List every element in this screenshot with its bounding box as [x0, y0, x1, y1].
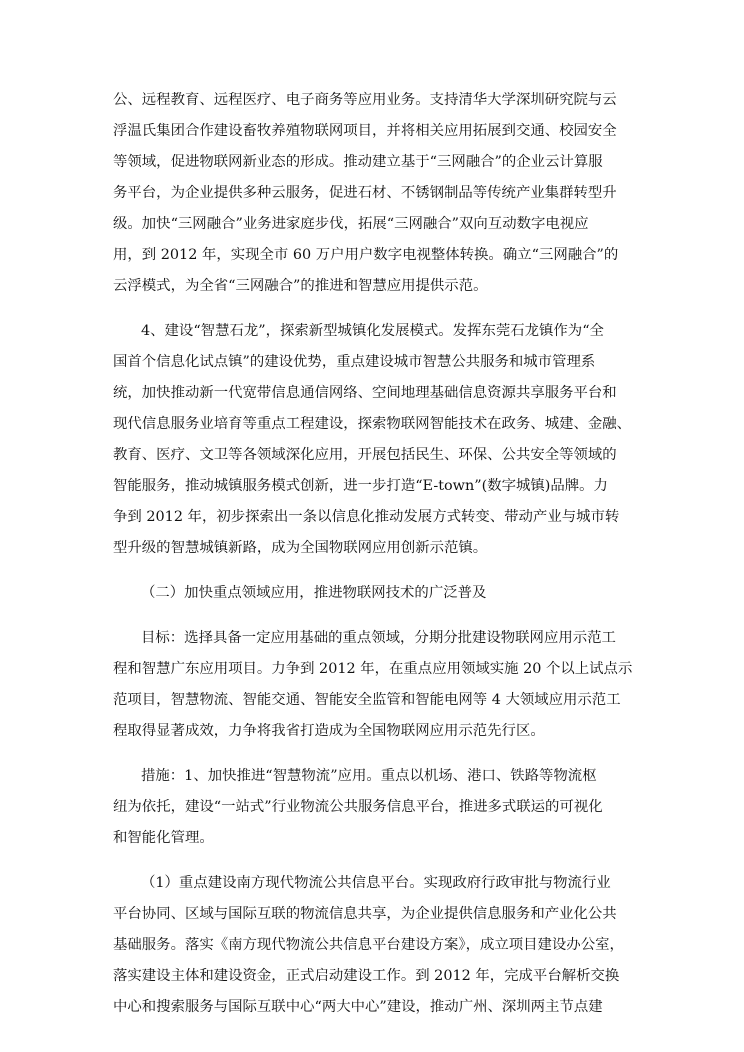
text-line: 国首个信息化试点镇”的建设优势，重点建设城市智慧公共服务和城市管理系 — [113, 354, 596, 370]
text-line: 务平台，为企业提供多种云服务，促进石材、不锈钢制品等传统产业集群转型升 — [113, 185, 617, 201]
text-line: 级。加快“三网融合”业务进家庭步伐，拓展“三网融合”双向互动数字电视应 — [113, 216, 589, 232]
text-line: 措施：1、加快推进“智慧物流”应用。重点以机场、港口、铁路等物流枢 — [141, 768, 597, 784]
text-line: 等领域，促进物联网新业态的形成。推动建立基于“三网融合”的企业云计算服 — [113, 154, 603, 170]
text-line: 智能服务，推动城镇服务模式创新，进一步打造“E-town”(数字城镇)品牌。力 — [113, 478, 608, 494]
text-line: 公、远程教育、远程医疗、电子商务等应用业务。支持清华大学深圳研究院与云 — [113, 92, 617, 108]
text-line: 目标：选择具备一定应用基础的重点领域，分期分批建设物联网应用示范工 — [141, 630, 616, 646]
text-line: 范项目，智慧物流、智能交通、智能安全监管和智能电网等 4 大领域应用示范工 — [113, 692, 621, 708]
text-line: 平台协同、区域与国际互联的物流信息共享，为企业提供信息服务和产业化公共 — [113, 906, 617, 922]
text-line: 统，加快推动新一代宽带信息通信网络、空间地理基础信息资源共享服务平台和 — [113, 385, 617, 401]
text-line: （1）重点建设南方现代物流公共信息平台。实现政府行政审批与物流行业 — [141, 875, 611, 891]
text-line: 现代信息服务业培育等重点工程建设，探索物联网智能技术在政务、城建、金融、 — [113, 416, 632, 432]
text-line: 教育、医疗、文卫等各领域深化应用，开展包括民生、环保、公共安全等领域的 — [113, 447, 617, 463]
text-line: 纽为依托，建设“一站式”行业物流公共服务信息平台，推进多式联运的可视化 — [113, 799, 603, 815]
text-line: 争到 2012 年，初步探索出一条以信息化推动发展方式转变、带动产业与城市转 — [113, 509, 620, 525]
text-line: 程和智慧广东应用项目。力争到 2012 年，在重点应用领域实施 20 个以上试点示 — [113, 661, 633, 677]
text-line: 基础服务。落实《南方现代物流公共信息平台建设方案》，成立项目建设办公室， — [113, 937, 624, 953]
text-line: 云浮模式，为全省“三网融合”的推进和智慧应用提供示范。 — [113, 278, 488, 294]
text-line: 用，到 2012 年，实现全市 60 万户用户数字电视整体转换。确立“三网融合”的 — [113, 247, 619, 263]
text-line: 型升级的智慧城镇新路，成为全国物联网应用创新示范镇。 — [113, 540, 488, 556]
text-line: 落实建设主体和建设资金，正式启动建设工作。到 2012 年，完成平台解析交换 — [113, 968, 620, 984]
text-line: 程取得显著成效，力争将我省打造成为全国物联网应用示范先行区。 — [113, 723, 545, 739]
text-line: 4、建设“智慧石龙”，探索新型城镇化发展模式。发挥东莞石龙镇作为“全 — [141, 323, 604, 339]
section-heading: （二）加快重点领域应用，推进物联网技术的广泛普及 — [141, 585, 487, 601]
text-line: 浮温氏集团合作建设畜牧养殖物联网项目，并将相关应用拓展到交通、校园安全 — [113, 123, 617, 139]
text-line: 中心和搜索服务与国际互联中心“两大中心”建设，推动广州、深圳两主节点建 — [113, 999, 603, 1015]
text-line: 和智能化管理。 — [113, 830, 214, 846]
